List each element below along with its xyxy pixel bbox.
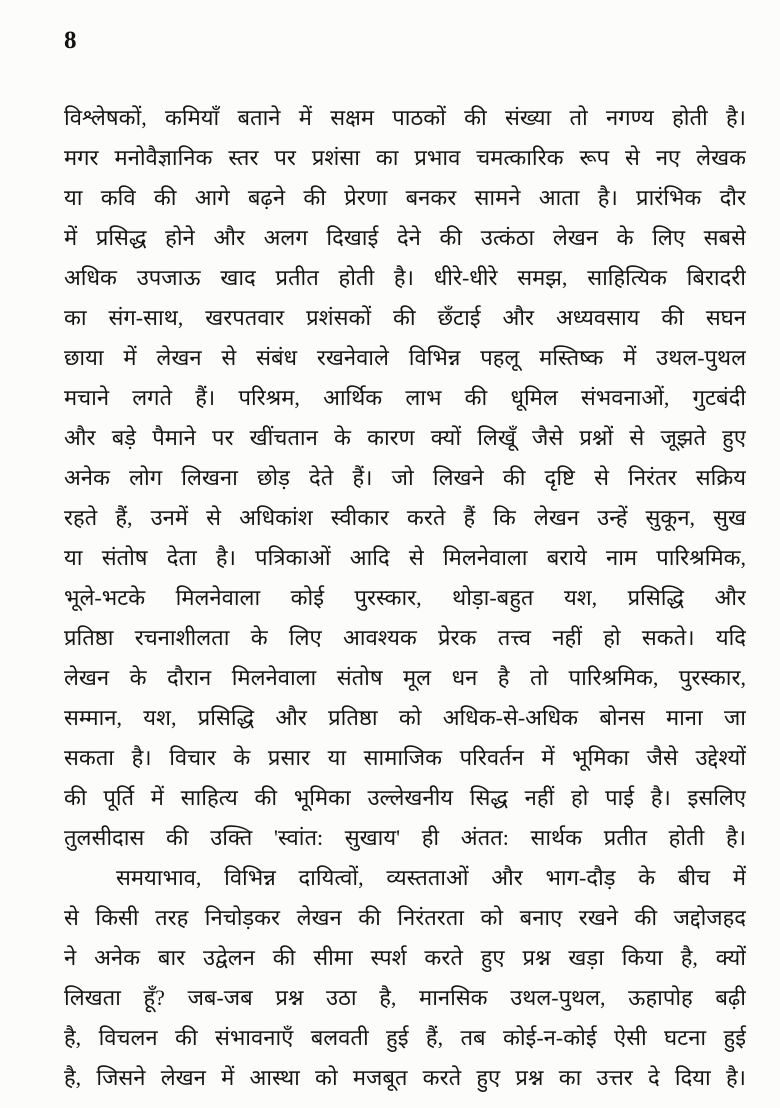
text-line: समयाभाव, विभिन्न दायित्वों, व्यस्तताओं और भाग-दौड़ के बीच में	[116, 865, 746, 890]
text-line: मगर मनोवैज्ञानिक स्तर पर प्रशंसा का प्रभाव चमत्कारिक रूप से नए लेखक	[64, 145, 746, 170]
page-body	[64, 98, 746, 1098]
text-line: या संतोष देता है। पत्रिकाओं आदि से मिलनेवाला बराये नाम पारिश्रमिक,	[64, 545, 746, 570]
text-line: या कवि की आगे बढ़ने की प्रेरणा बनकर सामने आता है। प्रारंभिक दौर	[64, 185, 746, 210]
text-line: ने अनेक बार उद्वेलन की सीमा स्पर्श करते हुए प्रश्न खड़ा किया है, क्यों	[64, 945, 746, 970]
text-line: प्रतिष्ठा रचनाशीलता के लिए आवश्यक प्रेरक तत्त्व नहीं हो सकते। यदि	[64, 625, 746, 650]
text-line: सकता है। विचार के प्रसार या सामाजिक परिवर्तन में भूमिका जैसे उद्देश्यों	[64, 745, 746, 770]
text-line: और बड़े पैमाने पर खींचतान के कारण क्यों लिखूँ जैसे प्रश्नों से जूझते हुए	[64, 425, 746, 450]
text-line: है, विचलन की संभावनाएँ बलवती हुई हैं, तब कोई-न-कोई ऐसी घटना हुई	[64, 1025, 746, 1050]
text-line: अधिक उपजाऊ खाद प्रतीत होती है। धीरे-धीरे समझ, साहित्यिक बिरादरी	[64, 265, 746, 290]
text-line: रहते हैं, उनमें से अधिकांश स्वीकार करते हैं कि लेखन उन्हें सुकून, सुख	[64, 505, 746, 530]
text-line: मचाने लगते हैं। परिश्रम, आर्थिक लाभ की धूमिल संभवनाओं, गुटबंदी	[64, 385, 746, 410]
text-line: की पूर्ति में साहित्य की भूमिका उल्लेखनीय सिद्ध नहीं हो पाई है। इसलिए	[64, 785, 746, 810]
text-line: भूले-भटके मिलनेवाला कोई पुरस्कार, थोड़ा-बहुत यश, प्रसिद्धि और	[64, 585, 746, 610]
text-line: का संग-साथ, खरपतवार प्रशंसकों की छँटाई और अध्यवसाय की सघन	[64, 305, 746, 330]
text-line: तुलसीदास की उक्ति 'स्वांत: सुखाय' ही अंतत: सार्थक प्रतीत होती है।	[64, 825, 746, 850]
text-line: है, जिसने लेखन में आस्था को मजबूत करते हुए प्रश्न का उत्तर दे दिया है।	[64, 1065, 746, 1090]
text-line: लिखता हूँ? जब-जब प्रश्न उठा है, मानसिक उथल-पुथल, ऊहापोह बढ़ी	[64, 985, 746, 1010]
text-line: में प्रसिद्ध होने और अलग दिखाई देने की उत्कंठा लेखन के लिए सबसे	[64, 225, 746, 250]
text-line: अनेक लोग लिखना छोड़ देते हैं। जो लिखने की दृष्टि से निरंतर सक्रिय	[64, 465, 746, 490]
text-line: विश्लेषकों, कमियाँ बताने में सक्षम पाठकों की संख्या तो नगण्य होती है।	[64, 105, 746, 130]
text-line: लेखन के दौरान मिलनेवाला संतोष मूल धन है तो पारिश्रमिक, पुरस्कार,	[64, 665, 746, 690]
text-line: छाया में लेखन से संबंध रखनेवाले विभिन्न पहलू मस्तिष्क में उथल-पुथल	[64, 345, 746, 370]
page-number: 8	[64, 27, 77, 54]
paragraph-1	[64, 98, 746, 858]
paragraph-2	[64, 858, 746, 1098]
text-line: सम्मान, यश, प्रसिद्धि और प्रतिष्ठा को अधिक-से-अधिक बोनस माना जा	[64, 705, 746, 730]
text-line: से किसी तरह निचोड़कर लेखन की निरंतरता को बनाए रखने की जद्दोजहद	[64, 905, 746, 930]
